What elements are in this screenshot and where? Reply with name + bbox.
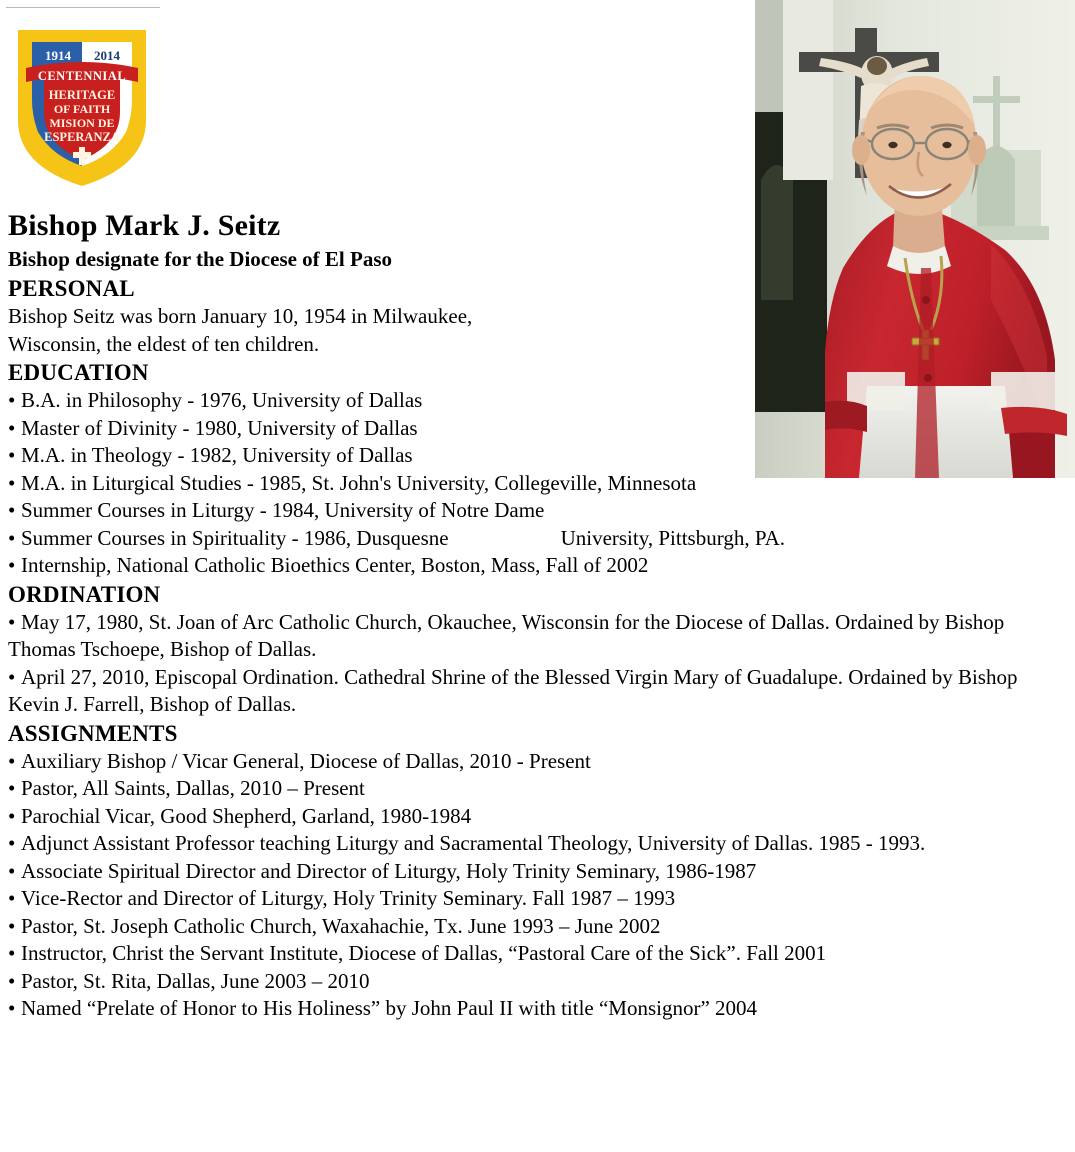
bullet-icon: •: [8, 609, 16, 634]
list-item-text: M.A. in Theology - 1982, University of Dallas: [21, 443, 413, 467]
list-item-text: April 27, 2010, Episcopal Ordination. Cathedral Shrine of the Blessed Virgin Mary of Guadalupe. Ordained by Bishop Kevin J. Farrell, Bishop of Dallas.: [8, 664, 1018, 716]
biography-document: [8, 208, 1068, 1023]
bullet-icon: •: [8, 748, 16, 773]
bullet-icon: •: [8, 525, 16, 550]
bullet-icon: •: [8, 388, 16, 412]
list-item: [8, 858, 1068, 886]
list-item-text-after-tab: University, Pittsburgh, PA.: [560, 525, 785, 550]
svg-text:OF FAITH: OF FAITH: [53, 102, 111, 116]
list-item: [8, 415, 748, 443]
list-item-text: May 17, 1980, St. Joan of Arc Catholic Church, Okauchee, Wisconsin for the Diocese of Dallas. Ordained by Bishop Thomas Tschoepe, Bishop of Dallas.: [8, 609, 1005, 661]
list-item: [8, 664, 1068, 719]
bullet-icon: •: [8, 941, 16, 965]
personal-line-2: Wisconsin, the eldest of ten children.: [8, 331, 320, 356]
bullet-icon: •: [8, 498, 16, 522]
list-item: [8, 775, 1068, 803]
bullet-icon: •: [8, 553, 16, 577]
svg-text:2014: 2014: [94, 48, 120, 63]
personal-paragraph: [8, 303, 1068, 358]
education-bullets-wide: [8, 470, 1068, 580]
bullet-icon: •: [8, 996, 16, 1020]
list-item-text: Internship, National Catholic Bioethics Center, Boston, Mass, Fall of 2002: [21, 553, 649, 577]
list-item-text: Instructor, Christ the Servant Institute, Diocese of Dallas, “Pastoral Care of the Sick”. Fall 2001: [21, 941, 827, 965]
top-divider-rule: [6, 7, 160, 8]
bullet-icon: •: [8, 858, 16, 883]
list-item: [8, 387, 748, 415]
list-item-text: Named “Prelate of Honor to His Holiness” by John Paul II with title “Monsignor” 2004: [21, 996, 758, 1020]
svg-text:1914: 1914: [45, 48, 71, 63]
list-item-text: Pastor, All Saints, Dallas, 2010 – Present: [21, 776, 365, 800]
list-item-text: Vice-Rector and Director of Liturgy, Holy Trinity Seminary. Fall 1987 – 1993: [21, 886, 676, 910]
page-subtitle: Bishop designate for the Diocese of El Paso: [8, 247, 393, 271]
list-item-text: Adjunct Assistant Professor teaching Liturgy and Sacramental Theology, University of Dallas. 1985 - 1993.: [21, 831, 926, 855]
list-item-text: Parochial Vicar, Good Shepherd, Garland, 1980-1984: [21, 803, 472, 828]
list-item-text: M.A. in Liturgical Studies - 1985, St. John's University, Collegeville, Minnesota: [21, 470, 697, 495]
bullet-icon: •: [8, 803, 16, 828]
list-item: [8, 885, 1068, 913]
list-item: [8, 995, 1068, 1023]
section-heading-assignments: ASSIGNMENTS: [8, 720, 178, 746]
centennial-shield-logo: [8, 16, 156, 192]
list-item: [8, 940, 1068, 968]
assignments-bullets: [8, 748, 1068, 1023]
list-item-text: Summer Courses in Liturgy - 1984, University of Notre Dame: [21, 498, 545, 522]
bullet-icon: •: [8, 470, 16, 495]
list-item: [8, 497, 1068, 525]
bullet-icon: •: [8, 776, 16, 800]
list-item: [8, 830, 1068, 858]
personal-line-1: Bishop Seitz was born January 10, 1954 in Milwaukee,: [8, 304, 473, 328]
list-item: [8, 968, 1068, 996]
page-title: Bishop Mark J. Seitz: [8, 209, 281, 242]
bullet-icon: •: [8, 415, 16, 440]
svg-text:ESPERANZA: ESPERANZA: [44, 130, 120, 144]
list-item-text: B.A. in Philosophy - 1976, University of Dallas: [21, 388, 423, 412]
list-item: [8, 748, 1068, 776]
svg-text:HERITAGE: HERITAGE: [48, 88, 116, 102]
svg-text:MISION DE: MISION DE: [49, 116, 115, 130]
education-bullets-narrow: [8, 387, 748, 470]
bullet-icon: •: [8, 913, 16, 938]
bullet-icon: •: [8, 831, 16, 855]
bullet-icon: •: [8, 886, 16, 910]
list-item: [8, 609, 1068, 664]
list-item-text: Master of Divinity - 1980, University of Dallas: [21, 415, 418, 440]
list-item: [8, 552, 1068, 580]
svg-text:CENTENNIAL: CENTENNIAL: [37, 69, 127, 83]
list-item-tabbed: [8, 525, 1068, 553]
list-item: [8, 470, 1068, 498]
bullet-icon: •: [8, 443, 16, 467]
ordination-bullets: [8, 609, 1068, 719]
section-heading-education: EDUCATION: [8, 360, 149, 385]
list-item-text: Associate Spiritual Director and Director of Liturgy, Holy Trinity Seminary, 1986-1987: [21, 858, 757, 883]
section-heading-ordination: ORDINATION: [8, 581, 161, 607]
list-item-text-before-tab: Summer Courses in Spirituality - 1986, Dusquesne: [21, 525, 449, 550]
list-item-text: Auxiliary Bishop / Vicar General, Diocese of Dallas, 2010 - Present: [21, 748, 591, 773]
list-item: [8, 803, 1068, 831]
section-heading-personal: PERSONAL: [8, 276, 135, 301]
list-item: [8, 913, 1068, 941]
bullet-icon: •: [8, 664, 16, 689]
list-item: [8, 442, 748, 470]
list-item-text: Pastor, St. Rita, Dallas, June 2003 – 2010: [21, 968, 370, 993]
list-item-text: Pastor, St. Joseph Catholic Church, Waxahachie, Tx. June 1993 – June 2002: [21, 913, 661, 938]
bullet-icon: •: [8, 968, 16, 993]
